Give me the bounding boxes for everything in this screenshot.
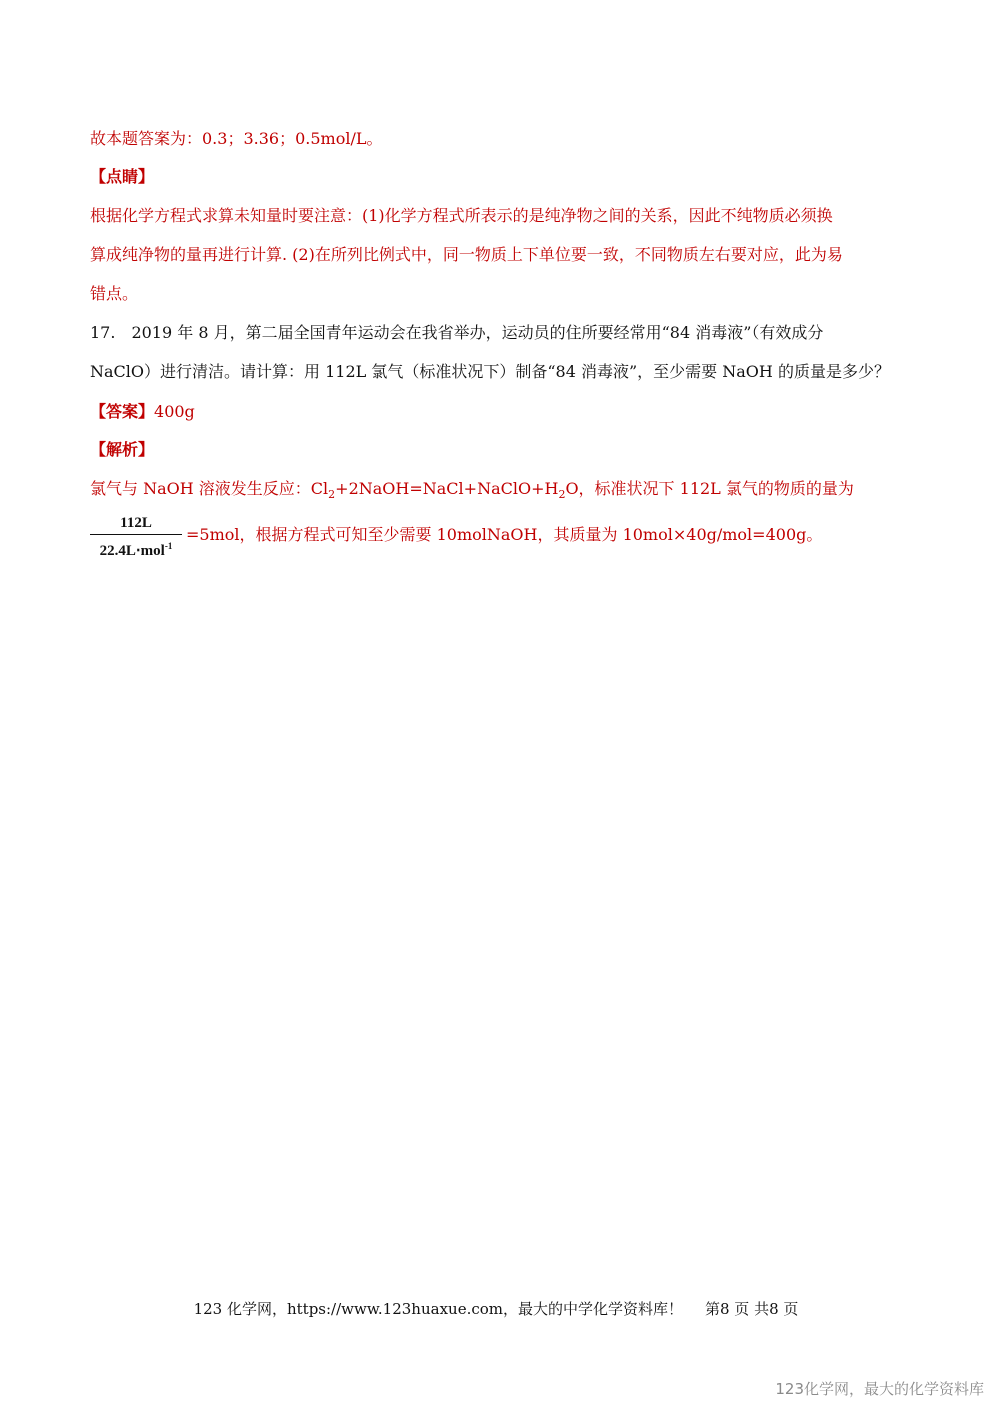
dianjing-text-line-3: 错点。: [90, 284, 139, 303]
analysis-equation-line: [90, 478, 854, 506]
footer-site-text: 123 化学网，https://www.123huaxue.com，最大的中学化学资料库！: [193, 1300, 683, 1318]
answer-value: 400g: [154, 402, 195, 421]
question-17-line-1: 17. 2019 年 8 月，第二届全国青年运动会在我省举办，运动员的住所要经常用“84 消毒液”（有效成分: [90, 323, 824, 342]
fraction-numerator: 112L: [120, 515, 152, 531]
fraction-denominator: [100, 537, 173, 560]
analysis-subscript-h: 2: [558, 488, 566, 502]
answer-row: [90, 401, 195, 423]
fraction-denominator-base: 22.4L⋅mol: [99, 543, 165, 559]
dianjing-text-line-2: 算成纯净物的量再进行计算. (2)在所列比例式中，同一物质上下单位要一致，不同物质左右要对应，此为易: [90, 245, 843, 264]
analysis-text-post: O，标准状况下 112L 氯气的物质的量为: [565, 479, 854, 498]
fraction-denominator-exponent: -1: [164, 541, 173, 551]
question-17-line-2: NaClO）进行清洁。请计算：用 112L 氯气（标准状况下）制备“84 消毒液”，至少需要 NaOH 的质量是多少？: [90, 362, 890, 381]
dianjing-text-line-1: 根据化学方程式求算未知量时要注意：(1)化学方程式所表示的是纯净物之间的关系，因此不纯物质必须换: [90, 206, 833, 225]
fraction-bar: [90, 534, 182, 535]
analysis-text-pre: 氯气与 NaOH 溶液发生反应：Cl: [90, 479, 329, 498]
answer-summary-line: 故本题答案为：0.3；3.36；0.5mol/L。: [90, 129, 383, 148]
dianjing-heading: 【点睛】: [90, 167, 155, 186]
answer-heading: 【答案】: [90, 402, 155, 421]
fraction-expression: [90, 514, 182, 560]
analysis-heading: 【解析】: [90, 440, 155, 459]
analysis-result-line: =5mol，根据方程式可知至少需要 10molNaOH，其质量为 10mol×40g/mol=400g。: [186, 525, 823, 544]
page-footer: [0, 1298, 992, 1319]
watermark-text: 123化学网，最大的化学资料库: [775, 1380, 984, 1398]
footer-page-number: 第8 页 共8 页: [705, 1300, 799, 1318]
analysis-subscript-cl: 2: [328, 488, 336, 502]
analysis-text-mid: +2NaOH=NaCl+NaClO+H: [335, 479, 559, 498]
